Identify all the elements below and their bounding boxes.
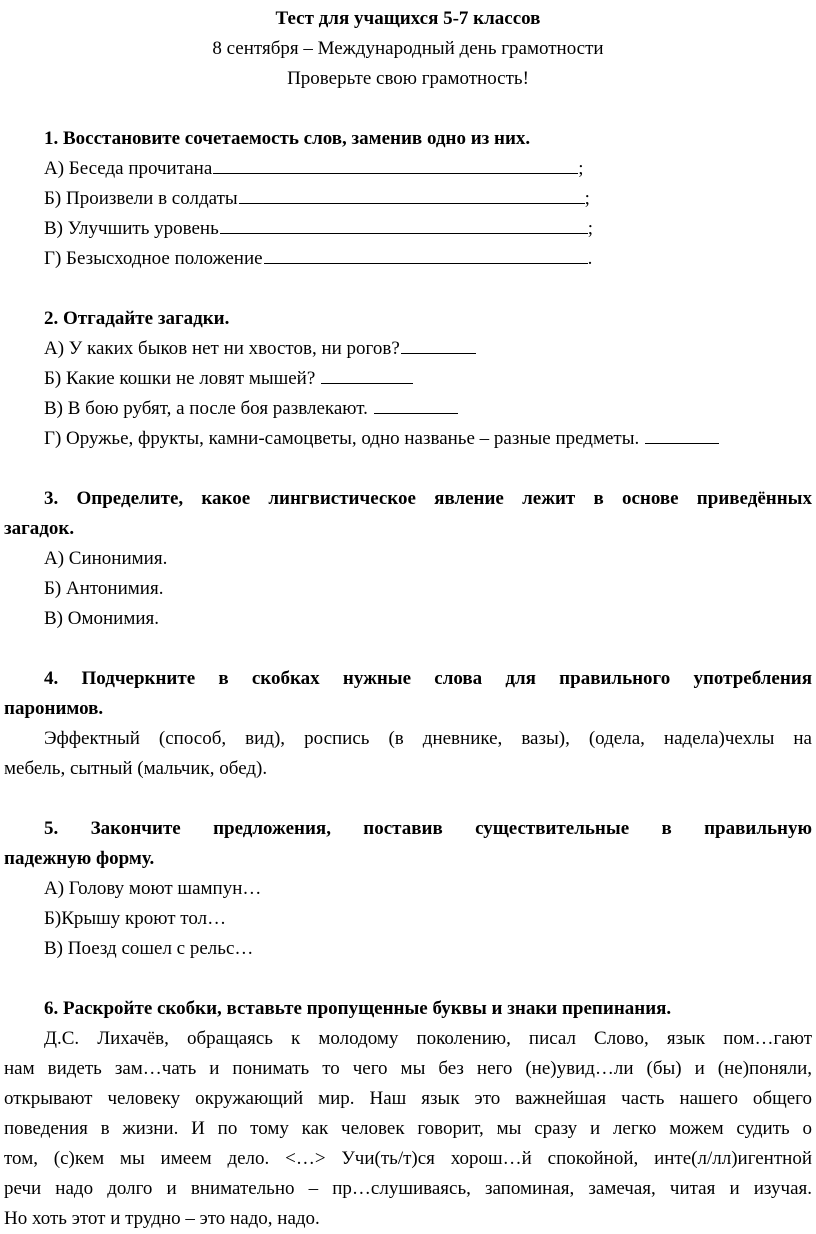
option-item: А) Синонимия. — [44, 548, 168, 569]
sentence-item: Б)Крышу кроют тол… — [44, 908, 227, 929]
item-end: . — [587, 248, 593, 269]
answer-blank[interactable] — [239, 185, 585, 204]
page-title: Тест для учащихся 5-7 классов — [275, 8, 541, 29]
spacer — [4, 274, 812, 304]
item-text: А) Беседа прочитана — [44, 158, 213, 179]
question-2-item — [4, 334, 812, 364]
question-2-item — [4, 424, 812, 454]
answer-blank[interactable] — [220, 215, 588, 234]
question-4-heading-cont: паронимов. — [4, 698, 104, 719]
passage-line: открывают человеку окружающий мир. Наш язык это важнейшая часть нашего общего — [4, 1088, 812, 1109]
option-item: В) Омонимия. — [44, 608, 160, 629]
item-text: В) Улучшить уровень — [44, 218, 219, 239]
question-1-heading: 1. Восстановите сочетаемость слов, заменив одно из них. — [44, 128, 531, 149]
spacer — [4, 634, 812, 664]
option-item: Б) Антонимия. — [44, 578, 164, 599]
question-1-item — [4, 244, 812, 274]
spacer — [4, 964, 812, 994]
sentence-item: В) Поезд сошел с рельс… — [44, 938, 254, 959]
answer-blank[interactable] — [401, 335, 476, 354]
item-end: ; — [587, 218, 594, 239]
spacer — [4, 454, 812, 484]
passage-line: Но хоть этот и трудно – это надо, надо. — [4, 1208, 320, 1229]
question-5-heading: 5. Закончите предложения, поставив существительные в правильную — [44, 818, 812, 839]
item-end: ; — [584, 188, 590, 209]
question-5-heading-cont: падежную форму. — [4, 848, 155, 869]
answer-blank[interactable] — [321, 365, 413, 384]
item-text: Г) Безысходное положение — [44, 248, 263, 269]
riddle-text: Б) Какие кошки не ловят мышей? — [44, 368, 321, 389]
passage-line: том, (с)кем мы имеем дело. <…> Учи(ть/т)ся хорош…й спокойной, инте(л/лл)игентной — [4, 1148, 812, 1169]
question-1-item — [4, 184, 812, 214]
spacer — [4, 784, 812, 814]
question-3-heading: 3. Определите, какое лингвистическое явление лежит в основе приведённых — [44, 488, 812, 509]
riddle-text: В) В бою рубят, а после боя развлекают. — [44, 398, 373, 419]
question-3-heading-cont: загадок. — [4, 518, 75, 539]
passage-line: поведения в жизни. И по тому как человек говорит, мы сразу и легко можем судить о — [4, 1118, 812, 1139]
riddle-text: Г) Оружье, фрукты, камни-самоцветы, одно названье – разные предметы. — [44, 428, 644, 449]
question-4-text-cont: мебель, сытный (мальчик, обед). — [4, 758, 268, 779]
sentence-item: А) Голову моют шампун… — [44, 878, 262, 899]
question-1-item — [4, 214, 812, 244]
page-tagline: Проверьте свою грамотность! — [287, 68, 529, 89]
question-2-item — [4, 364, 812, 394]
question-1-item — [4, 154, 812, 184]
question-6-heading: 6. Раскройте скобки, вставьте пропущенные буквы и знаки препинания. — [44, 998, 672, 1019]
answer-blank[interactable] — [213, 155, 578, 174]
answer-blank[interactable] — [264, 245, 588, 264]
page-subtitle: 8 сентября – Международный день грамотности — [212, 38, 604, 59]
answer-blank[interactable] — [374, 395, 458, 414]
question-2-heading: 2. Отгадайте загадки. — [44, 308, 230, 329]
answer-blank[interactable] — [645, 425, 719, 444]
item-text: Б) Произвели в солдаты — [44, 188, 238, 209]
question-4-text: Эффектный (способ, вид), роспись (в дневнике, вазы), (одела, надела)чехлы на — [44, 728, 812, 749]
passage-line: нам видеть зам…чать и понимать то чего мы без него (не)увид…ли (бы) и (не)поняли, — [4, 1058, 812, 1079]
passage-line: Д.С. Лихачёв, обращаясь к молодому поколению, писал Слово, язык пом…гают — [44, 1028, 812, 1049]
spacer — [4, 94, 812, 124]
item-end: ; — [578, 158, 584, 179]
riddle-text: А) У каких быков нет ни хвостов, ни рогов? — [44, 338, 400, 359]
question-4-heading: 4. Подчеркните в скобках нужные слова для правильного употребления — [44, 668, 812, 689]
passage-line: речи надо долго и внимательно – пр…слушиваясь, запоминая, замечая, читая и изучая. — [4, 1178, 812, 1199]
question-2-item — [4, 394, 812, 424]
